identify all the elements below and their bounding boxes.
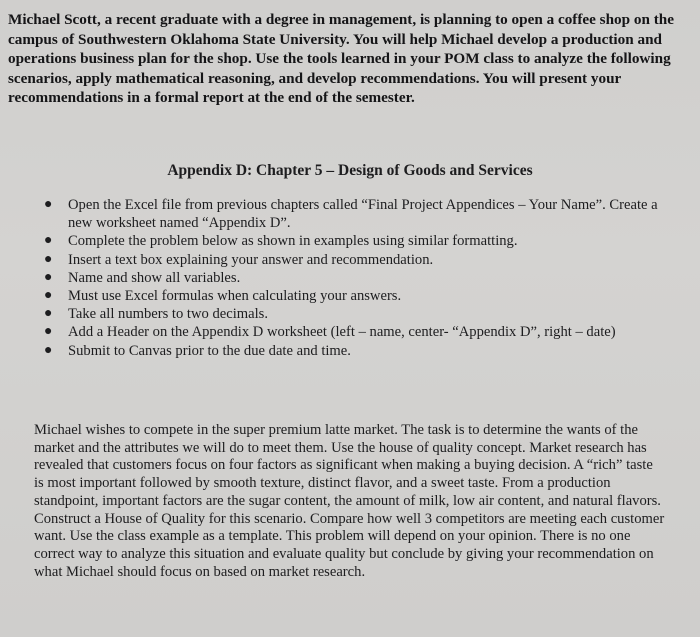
bullet-icon: ● <box>44 342 53 358</box>
list-item <box>44 269 664 287</box>
list-item <box>44 232 664 250</box>
list-item <box>44 251 664 269</box>
list-item-text: Complete the problem below as shown in examples using similar formatting. <box>68 233 518 250</box>
bullet-icon: ● <box>44 269 53 285</box>
list-item-text: Open the Excel file from previous chapters called “Final Project Appendices – Your Name”. Create a new worksheet named “Appendix D”. <box>68 197 658 232</box>
list-item-text: Add a Header on the Appendix D worksheet (left – name, center- “Appendix D”, right – date) <box>68 324 616 341</box>
list-item-text: Take all numbers to two decimals. <box>68 306 268 323</box>
list-item <box>44 342 664 360</box>
list-item <box>44 287 664 305</box>
list-item-text: Name and show all variables. <box>68 269 241 286</box>
list-item <box>44 323 664 341</box>
bullet-icon: ● <box>44 288 53 304</box>
list-item-text: Insert a text box explaining your answer and recommendation. <box>68 251 434 268</box>
list-item-text: Must use Excel formulas when calculating your answers. <box>68 288 402 305</box>
scenario-paragraph: Michael wishes to compete in the super premium latte market. The task is to determine the wants of the market and the attributes we will do to meet them. Use the house of quality concept. Market research has revealed that customers focus on four factors as significant when making a buying decision. A “rich” taste is most important followed by smooth texture, distinct flavor, and a sweet taste. From a production standpoint, important factors are the sugar content, the amount of milk, low air content, and natural flavors. Construct a House of Quality for this scenario. Compare how well 3 competitors are meeting each customer want. Use the class example as a template. This problem will depend on your opinion. There is no one correct way to analyze this situation and evaluate quality but conclude by giving your recommendation on what Michael should focus on based on market research. <box>34 422 665 580</box>
bullet-icon: ● <box>44 197 53 212</box>
appendix-heading: Appendix D: Chapter 5 – Design of Goods and Services <box>167 162 533 179</box>
bullet-icon: ● <box>44 251 53 267</box>
instruction-list <box>44 196 664 360</box>
bullet-icon: ● <box>44 306 53 322</box>
bullet-icon: ● <box>44 324 53 340</box>
list-item <box>44 305 664 323</box>
intro-paragraph: Michael Scott, a recent graduate with a degree in management, is planning to open a coffee shop on the campus of Southwestern Oklahoma State University. You will help Michael develop a production and operations business plan for the shop. Use the tools learned in your POM class to analyze the following scenarios, apply mathematical reasoning, and develop recommendations. You will present your recommendations in a formal report at the end of the semester. <box>8 11 674 106</box>
list-item-text: Submit to Canvas prior to the due date and time. <box>68 342 351 359</box>
bullet-icon: ● <box>44 233 53 249</box>
list-item <box>44 196 664 232</box>
